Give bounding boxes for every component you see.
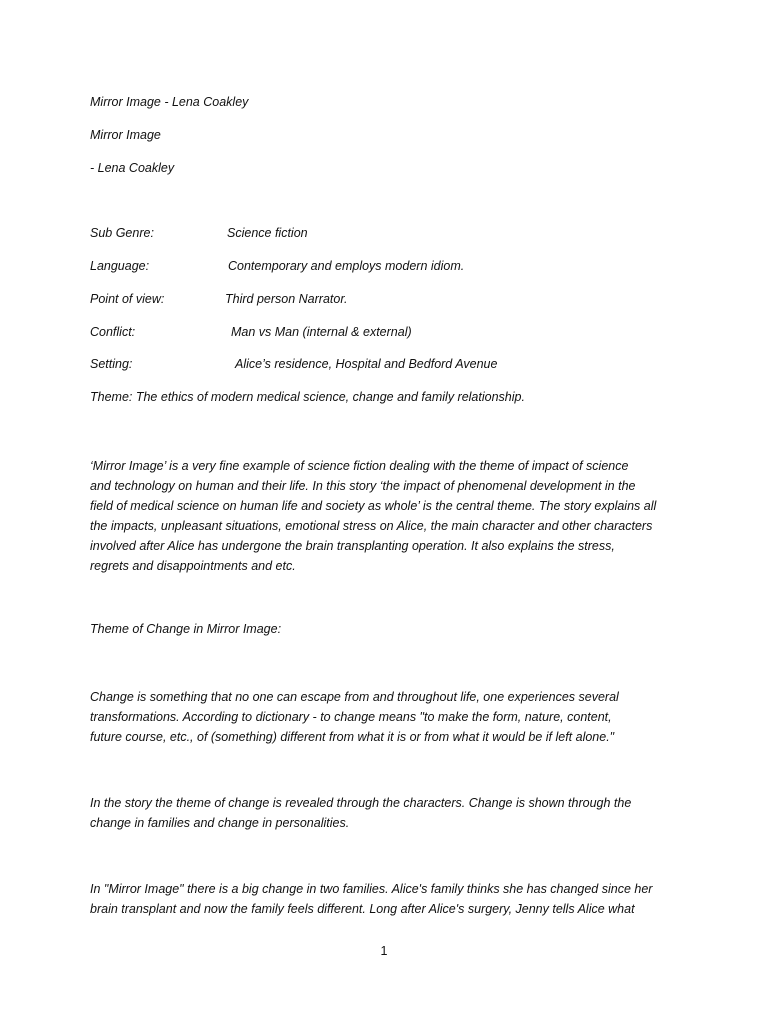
story-title: Mirror Image	[90, 128, 161, 142]
paragraph-line: field of medical science on human life and society as whole’ is the central theme. The story explains all	[90, 499, 657, 513]
intro-paragraph	[90, 456, 690, 576]
paragraph-line: future course, etc., of (something) different from what it is or from what it would be if left alone."	[90, 730, 615, 744]
detail-label-conflict: Conflict:	[90, 325, 136, 339]
title-line: Mirror Image - Lena Coakley	[90, 95, 249, 109]
paragraph-line: and technology on human and their life. In this story ‘the impact of phenomenal development in the	[90, 479, 636, 493]
paragraph-line: involved after Alice has undergone the brain transplanting operation. It also explains the stress,	[90, 539, 615, 553]
paragraph-line: the impacts, unpleasant situations, emotional stress on Alice, the main character and other characters	[90, 519, 653, 533]
paragraph-line: In "Mirror Image" there is a big change in two families. Alice's family thinks she has changed since her	[90, 882, 653, 896]
paragraph-line: change in families and change in personalities.	[90, 816, 350, 830]
paragraph-line: regrets and disappointments and etc.	[90, 559, 296, 573]
paragraph-line: In the story the theme of change is revealed through the characters. Change is shown through the	[90, 796, 632, 810]
page-number: 1	[380, 944, 388, 958]
detail-label-point-of-view: Point of view:	[90, 292, 165, 306]
detail-label-language: Language:	[90, 259, 150, 273]
paragraph-line: transformations. According to dictionary - to change means "to make the form, nature, content,	[90, 710, 612, 724]
theme-line: Theme: The ethics of modern medical science, change and family relationship.	[90, 390, 525, 404]
author-line: - Lena Coakley	[90, 161, 175, 175]
detail-label-sub-genre: Sub Genre:	[90, 226, 154, 240]
detail-value-sub-genre: Science fiction	[227, 226, 308, 240]
detail-value-language: Contemporary and employs modern idiom.	[228, 259, 465, 273]
change-story-paragraph	[90, 793, 690, 833]
detail-value-conflict: Man vs Man (internal & external)	[231, 325, 412, 339]
paragraph-line: brain transplant and now the family feels different. Long after Alice's surgery, Jenny tells Alice what	[90, 902, 635, 916]
paragraph-line: ‘Mirror Image’ is a very fine example of science fiction dealing with the theme of impact of science	[90, 459, 629, 473]
families-paragraph	[90, 879, 690, 919]
detail-value-point-of-view: Third person Narrator.	[225, 292, 348, 306]
detail-label-setting: Setting:	[90, 357, 133, 371]
paragraph-line: Change is something that no one can escape from and throughout life, one experiences several	[90, 690, 619, 704]
change-definition-paragraph	[90, 687, 690, 747]
section-heading-change: Theme of Change in Mirror Image:	[90, 622, 282, 636]
detail-value-setting: Alice’s residence, Hospital and Bedford Avenue	[235, 357, 498, 371]
